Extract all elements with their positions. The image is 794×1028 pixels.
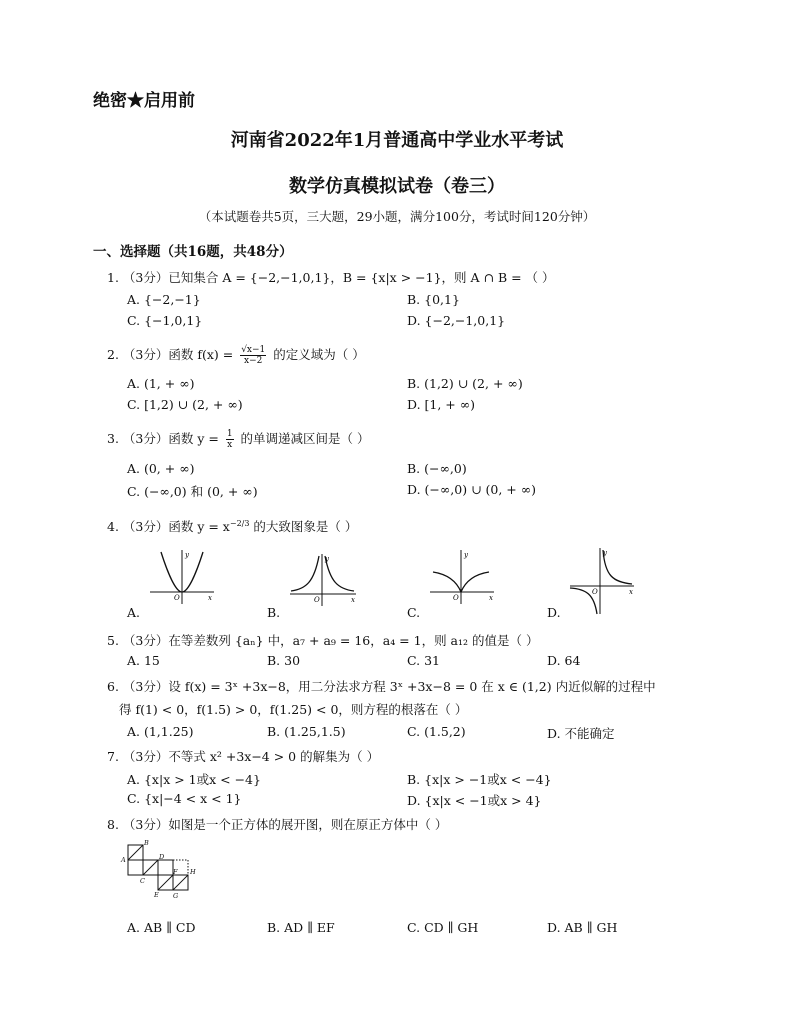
question-6-stem: 6. （3分）设 f(x) = 3ˣ +3x−8，用二分法求方程 3ˣ +3x−8 = 0 在 x ∈ (1,2) 内近似解的过程中 [107,679,656,694]
q4-option-b[interactable]: B. [267,605,281,620]
q6-option-b[interactable]: B. (1.25,1.5) [267,724,346,739]
graph-a-x-label: x [208,594,212,602]
q3-option-c[interactable]: C. (−∞,0) 和 (0, + ∞) [127,484,258,499]
q7-option-a[interactable]: A. {x|x > 1或x < −4} [127,772,261,787]
graph-b[interactable] [288,552,360,607]
exam-subtitle: 数学仿真模拟试卷（卷三） [289,176,505,197]
q2-option-b[interactable]: B. (1,2) ∪ (2, + ∞) [407,376,523,391]
net-diagonal-ab [128,845,143,860]
q1-option-b[interactable]: B. {0,1} [407,292,460,307]
question-5-stem: 5. （3分）在等差数列 {aₙ} 中，a₇ + a₉ = 16，a₄ = 1，则 a₁₂ 的值是（ ） [107,633,539,648]
graph-d-y-label: y [603,549,607,557]
q6-option-c[interactable]: C. (1.5,2) [407,724,466,739]
q2-option-a[interactable]: A. (1, + ∞) [127,376,195,391]
net-diagonal-cd [143,860,158,875]
confidential-label: 绝密★启用前 [93,91,195,111]
q4-option-c[interactable]: C. [407,605,421,620]
q6-option-a[interactable]: A. (1,1.25) [127,724,194,739]
q4-exponent: −2/3 [229,518,250,528]
graph-b-y-label: y [325,555,329,563]
net-label-e: E [154,891,159,899]
net-label-g: G [173,892,179,900]
q3-stem-suffix: 的单调递减区间是（ ） [240,431,370,446]
q3-option-b[interactable]: B. (−∞,0) [407,461,467,476]
q6-option-d[interactable]: D. 不能确定 [547,726,615,741]
net-label-h: H [190,868,196,876]
q4-stem-prefix: 4. （3分）函数 y = x [107,519,230,534]
q2-option-c[interactable]: C. [1,2) ∪ (2, + ∞) [127,397,243,412]
graph-d[interactable] [568,546,638,616]
q3-option-a[interactable]: A. (0, + ∞) [127,461,195,476]
net-label-a: A [121,856,126,864]
q2-denominator: x−2 [244,356,263,366]
q5-option-b[interactable]: B. 30 [267,653,301,668]
question-8-stem: 8. （3分）如图是一个正方体的展开图，则在原正方体中（ ） [107,817,448,832]
net-label-b: B [144,840,149,847]
q1-option-d[interactable]: D. {−2,−1,0,1} [407,313,506,328]
net-square [128,860,143,875]
net-label-c: C [140,877,145,885]
graph-d-right-branch [603,550,632,584]
section-heading: 一、选择题（共16题，共48分） [93,244,293,260]
net-square [158,860,173,875]
q7-option-b[interactable]: B. {x|x > −1或x < −4} [407,772,552,787]
q3-denominator: x [227,440,233,450]
question-6-stem-line2: 得 f(1) < 0，f(1.5) > 0，f(1.25) < 0，则方程的根落在（ ） [119,702,468,717]
q8-option-b[interactable]: B. AD ∥ EF [267,920,335,935]
q8-option-c[interactable]: C. CD ∥ GH [407,920,479,935]
cube-net-figure [118,840,210,906]
q3-stem-prefix: 3. （3分）函数 y = [107,431,219,446]
net-diagonal-gh [173,875,188,890]
graph-b-left-branch [291,556,319,591]
q2-numerator: √x−1 [241,345,266,355]
net-diagonal-ef [158,875,173,890]
q3-fraction [226,429,234,450]
q4-option-d[interactable]: D. [547,605,561,620]
exam-title: 河南省2022年1月普通高中学业水平考试 [230,130,564,151]
q1-option-c[interactable]: C. {−1,0,1} [127,313,203,328]
q5-option-a[interactable]: A. 15 [127,653,160,668]
q2-stem-prefix: 2. （3分）函数 f(x) = [107,347,234,362]
q7-option-c[interactable]: C. {x|−4 < x < 1} [127,791,242,806]
graph-c[interactable] [428,548,498,606]
question-4-stem [107,517,357,535]
graph-d-origin: O [592,588,598,596]
q4-option-a[interactable]: A. [127,605,141,620]
graph-a-origin: O [174,594,180,602]
cube-net-squares [128,845,188,890]
question-1-stem: 1. （3分）已知集合 A = {−2,−1,0,1}，B = {x|x > −1}，则 A ∩ B = （ ） [107,270,555,285]
net-label-f: F [173,868,178,876]
q2-option-d[interactable]: D. [1, + ∞) [407,397,476,412]
graph-c-x-label: x [489,594,493,602]
graph-b-right-branch [325,556,354,591]
q3-numerator: 1 [226,429,233,439]
q1-option-a[interactable]: A. {−2,−1} [127,292,201,307]
question-7-stem: 7. （3分）不等式 x² +3x−4 > 0 的解集为（ ） [107,749,380,764]
net-label-d: D [159,853,165,861]
q8-option-d[interactable]: D. AB ∥ GH [547,920,618,935]
graph-b-x-label: x [351,596,355,604]
q4-stem-suffix: 的大致图象是（ ） [253,519,358,534]
graph-d-x-label: x [629,588,633,596]
q5-option-d[interactable]: D. 64 [547,653,581,668]
graph-c-y-label: y [464,551,468,559]
q5-option-c[interactable]: C. 31 [407,653,440,668]
graph-a[interactable] [148,548,218,606]
q8-option-a[interactable]: A. AB ∥ CD [127,920,196,935]
q3-option-d[interactable]: D. (−∞,0) ∪ (0, + ∞) [407,482,537,497]
graph-b-origin: O [314,596,320,604]
question-2-stem [107,345,365,366]
exam-info: （本试题卷共5页，三大题，29小题，满分100分，考试时间120分钟） [198,209,596,224]
q7-option-d[interactable]: D. {x|x < −1或x > 4} [407,793,542,808]
question-3-stem [107,429,370,450]
graph-c-origin: O [453,594,459,602]
q2-fraction [240,345,266,366]
q2-stem-suffix: 的定义域为（ ） [273,347,365,362]
graph-a-y-label: y [185,551,189,559]
